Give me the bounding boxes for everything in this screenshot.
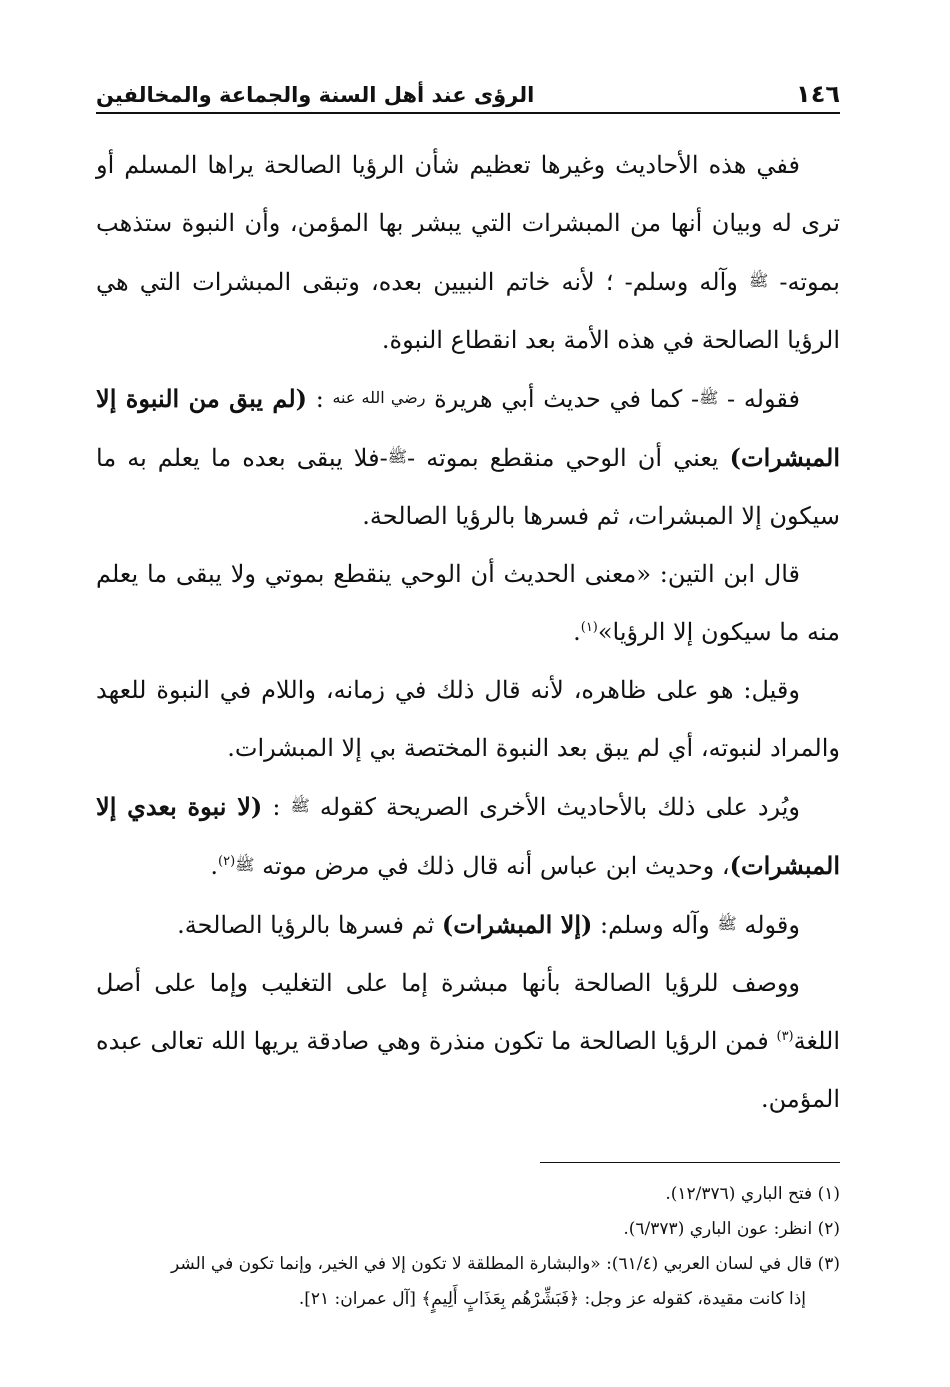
text-run: ، وحديث ابن عباس أنه قال ذلك في مرض موته bbox=[254, 852, 730, 880]
page-header bbox=[96, 62, 840, 114]
text-run: ففي هذه الأحاديث وغيرها تعظيم شأن الرؤيا الصالحة يراها المسلم أو ترى له وبيان أنها من المبشرات التي يبشر بها المؤمن، وأن النبوة ستذهب بموته- bbox=[96, 151, 840, 296]
honorific-glyph: ﷺ bbox=[235, 855, 255, 874]
paragraph bbox=[96, 369, 840, 545]
text-run: : bbox=[262, 793, 291, 821]
footnote-continuation: إذا كانت مقيدة، كقوله عز وجل: ﴿فَبَشِّرْهُم بِعَذَابٍ أَلِيمٍ﴾ [آل عمران: ٢١]. bbox=[298, 1289, 806, 1309]
text-run: قال ابن التين: «معنى الحديث أن الوحي ينقطع بموتي ولا يبقى ما يعلم منه ما سيكون إلا الرؤيا» bbox=[96, 560, 840, 646]
book-page bbox=[96, 62, 840, 1317]
paragraph bbox=[96, 954, 840, 1128]
text-run: وآله وسلم: bbox=[592, 911, 718, 939]
footnote: (٢) انظر: عون الباري (٦/٣٧٣). bbox=[623, 1219, 840, 1239]
honorific-glyph: ﷺ bbox=[717, 914, 737, 933]
page-number: ١٤٦ bbox=[796, 80, 840, 108]
hadith-quote: (لم يبق من النبوة إلا المبشرات) bbox=[96, 384, 840, 472]
footnote-ref: (٢) bbox=[218, 854, 236, 869]
text-run: وقوله bbox=[736, 911, 800, 939]
main-text bbox=[96, 136, 840, 1128]
text-run: وقيل: هو على ظاهره، لأنه قال ذلك في زمانه، واللام في النبوة للعهد والمراد لنبوته، أي لم يبق بعد النبوة المختصة بي إلا المبشرات. bbox=[96, 676, 840, 762]
text-run: وآله وسلم- ؛ لأنه خاتم النبيين بعده، وتبقى المبشرات التي هي الرؤيا الصالحة في هذه الأمة بعد انقطاع النبوة. bbox=[96, 268, 840, 354]
paragraph bbox=[96, 661, 840, 777]
text-run: - كما في حديث أبي هريرة bbox=[425, 385, 700, 413]
text-run: ثم فسرها بالرؤيا الصالحة. bbox=[177, 911, 442, 939]
honorific-glyph: ﷺ bbox=[290, 796, 310, 815]
paragraph bbox=[96, 136, 840, 369]
footnotes bbox=[96, 1177, 840, 1317]
paragraph bbox=[96, 895, 840, 954]
honorific-glyph: ﷺ bbox=[387, 447, 408, 466]
text-run: ووصف للرؤيا الصالحة بأنها مبشرة إما على التغليب وإما على أصل اللغة bbox=[96, 969, 840, 1055]
footnote: (١) فتح الباري (١٢/٣٧٦). bbox=[665, 1184, 840, 1204]
text-run: فقوله - bbox=[718, 385, 801, 413]
text-run: -فلا يبقى بعده ما يعلم به ما سيكون إلا المبشرات، ثم فسرها بالرؤيا الصالحة. bbox=[96, 444, 840, 530]
footnote-ref: (٣) bbox=[776, 1029, 794, 1044]
hadith-quote: (لا نبوة بعدي إلا المبشرات) bbox=[96, 792, 840, 880]
footnote: (٣) قال في لسان العربي (٦١/٤): «والبشارة المطلقة لا تكون إلا في الخير، وإنما تكون في الشر bbox=[171, 1254, 840, 1274]
text-run: يعني أن الوحي منقطع بموته - bbox=[407, 444, 730, 472]
paragraph bbox=[96, 545, 840, 661]
honorific-glyph: ﷺ bbox=[748, 271, 769, 290]
text-run: . bbox=[210, 852, 218, 880]
text-run: ويُرد على ذلك بالأحاديث الأخرى الصريحة كقوله bbox=[309, 793, 801, 821]
honorific-glyph: ﷺ bbox=[699, 388, 719, 407]
text-run: فمن الرؤيا الصالحة ما تكون منذرة وهي صادقة يريها الله تعالى عبده المؤمن. bbox=[96, 1027, 840, 1113]
footnote-separator bbox=[540, 1162, 840, 1163]
footnote-ref: (١) bbox=[580, 620, 598, 635]
text-run: : bbox=[307, 385, 333, 413]
text-run: . bbox=[573, 618, 581, 646]
honorific-glyph: رضي الله عنه bbox=[332, 388, 426, 407]
hadith-quote: (إلا المبشرات) bbox=[441, 910, 593, 939]
running-title: الرؤى عند أهل السنة والجماعة والمخالفين bbox=[96, 83, 535, 107]
paragraph bbox=[96, 777, 840, 895]
